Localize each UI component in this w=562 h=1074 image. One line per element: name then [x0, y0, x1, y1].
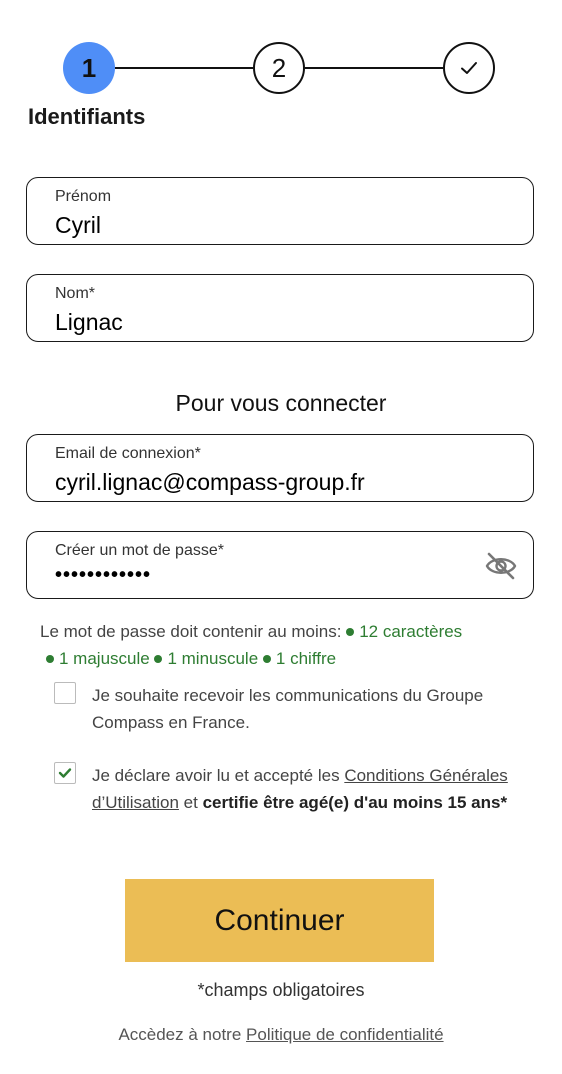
step-1-indicator: 1	[63, 42, 115, 94]
required-fields-note: *champs obligatoires	[197, 980, 365, 1000]
check-icon	[55, 763, 75, 783]
age-certification: certifie être agé(e) d'au moins 15 ans*	[202, 793, 508, 812]
marketing-consent[interactable]	[54, 682, 514, 736]
last-name-label: Nom*	[55, 285, 96, 302]
check-icon	[458, 57, 480, 79]
email-label: Email de connexion*	[55, 445, 201, 462]
password-rules-intro: Le mot de passe doit contenir au moins:	[40, 622, 342, 641]
email-field[interactable]	[26, 434, 534, 502]
terms-consent-text: Je déclare avoir lu et accepté les Conditions Générales d’Utilisation et certifie être agé(e) d'au moins 15 ans*	[92, 766, 508, 812]
eye-off-icon[interactable]	[485, 552, 517, 580]
rule-digit: 1 chiffre	[263, 649, 336, 668]
step-2-indicator: 2	[253, 42, 305, 94]
terms-link[interactable]: Conditions Générales d’Utilisation	[92, 766, 508, 812]
rule-uppercase: 1 majuscule	[46, 649, 150, 668]
password-field[interactable]	[26, 531, 534, 599]
bullet-icon	[46, 655, 54, 663]
bullet-icon	[154, 655, 162, 663]
terms-checkbox[interactable]	[54, 762, 76, 784]
login-section-title: Pour vous connecter	[175, 390, 387, 416]
privacy-prefix: Accèdez à notre	[118, 1025, 242, 1044]
password-requirements	[40, 618, 540, 672]
marketing-checkbox[interactable]	[54, 682, 76, 704]
stepper-connector	[305, 67, 443, 69]
privacy-notice	[0, 1025, 562, 1045]
first-name-value[interactable]: Cyril	[55, 212, 101, 238]
continue-button[interactable]: Continuer	[125, 879, 434, 962]
step-3-indicator	[443, 42, 495, 94]
last-name-value[interactable]: Lignac	[55, 309, 123, 335]
current-step-label: Identifiants	[28, 104, 146, 129]
password-value[interactable]: ••••••••••••	[55, 564, 152, 586]
first-name-label: Prénom	[55, 188, 112, 205]
email-value[interactable]: cyril.lignac@compass-group.fr	[55, 469, 365, 495]
terms-consent[interactable]	[54, 762, 514, 816]
stepper-connector	[115, 67, 253, 69]
rule-lowercase: 1 minuscule	[154, 649, 258, 668]
rule-length: 12 caractères	[346, 622, 462, 641]
bullet-icon	[263, 655, 271, 663]
bullet-icon	[346, 628, 354, 636]
first-name-field[interactable]	[26, 177, 534, 245]
progress-stepper	[63, 42, 497, 94]
last-name-field[interactable]	[26, 274, 534, 342]
marketing-consent-text: Je souhaite recevoir les communications du Groupe Compass en France.	[92, 686, 484, 732]
password-label: Créer un mot de passe*	[55, 542, 224, 559]
privacy-policy-link[interactable]: Politique de confidentialité	[246, 1025, 444, 1044]
